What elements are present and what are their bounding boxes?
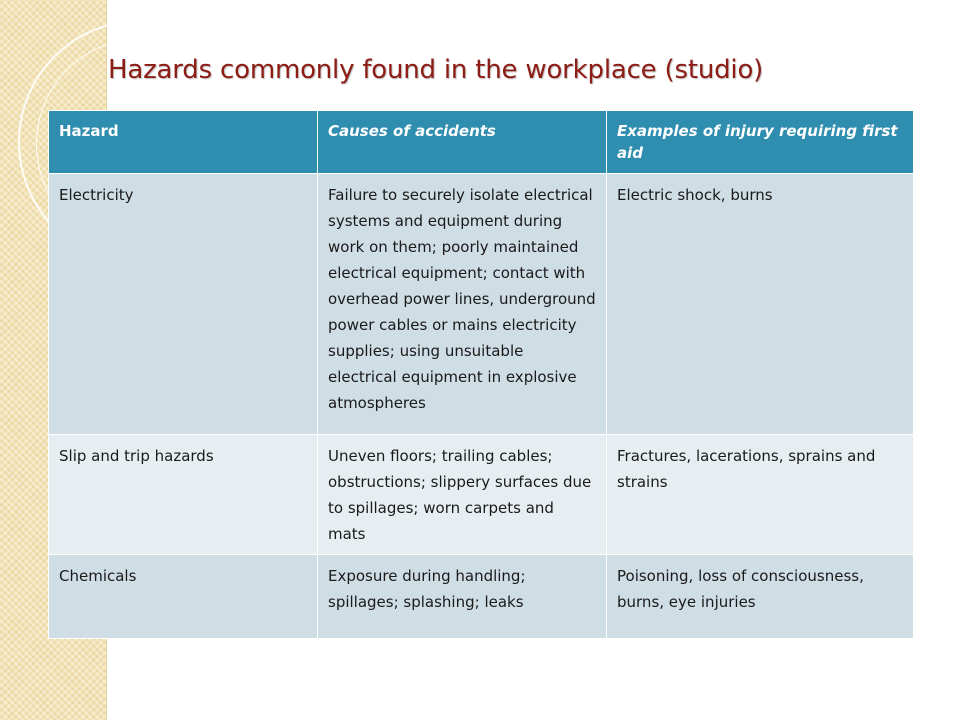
table-row (49, 174, 914, 435)
header-causes: Causes of accidents (318, 111, 607, 174)
hazards-table (48, 110, 914, 639)
cell-causes: Uneven floors; trailing cables; obstructions; slippery surfaces due to spillages; worn carpets and mats (318, 435, 607, 555)
table-header-row (49, 111, 914, 174)
cell-hazard: Chemicals (49, 555, 318, 639)
table-row (49, 555, 914, 639)
cell-causes: Exposure during handling; spillages; splashing; leaks (318, 555, 607, 639)
slide-title: Hazards commonly found in the workplace (studio) (108, 55, 764, 85)
header-injury: Examples of injury requiring first aid (607, 111, 914, 174)
table-row (49, 435, 914, 555)
cell-causes: Failure to securely isolate electrical systems and equipment during work on them; poorly maintained electrical equipment; contact with overhead power lines, underground power cables or mains electricity supplies; using unsuitable electrical equipment in explosive atmospheres (318, 174, 607, 435)
header-hazard: Hazard (49, 111, 318, 174)
cell-hazard: Electricity (49, 174, 318, 435)
cell-hazard: Slip and trip hazards (49, 435, 318, 555)
cell-injury: Poisoning, loss of consciousness, burns, eye injuries (607, 555, 914, 639)
cell-injury: Fractures, lacerations, sprains and strains (607, 435, 914, 555)
cell-injury: Electric shock, burns (607, 174, 914, 435)
